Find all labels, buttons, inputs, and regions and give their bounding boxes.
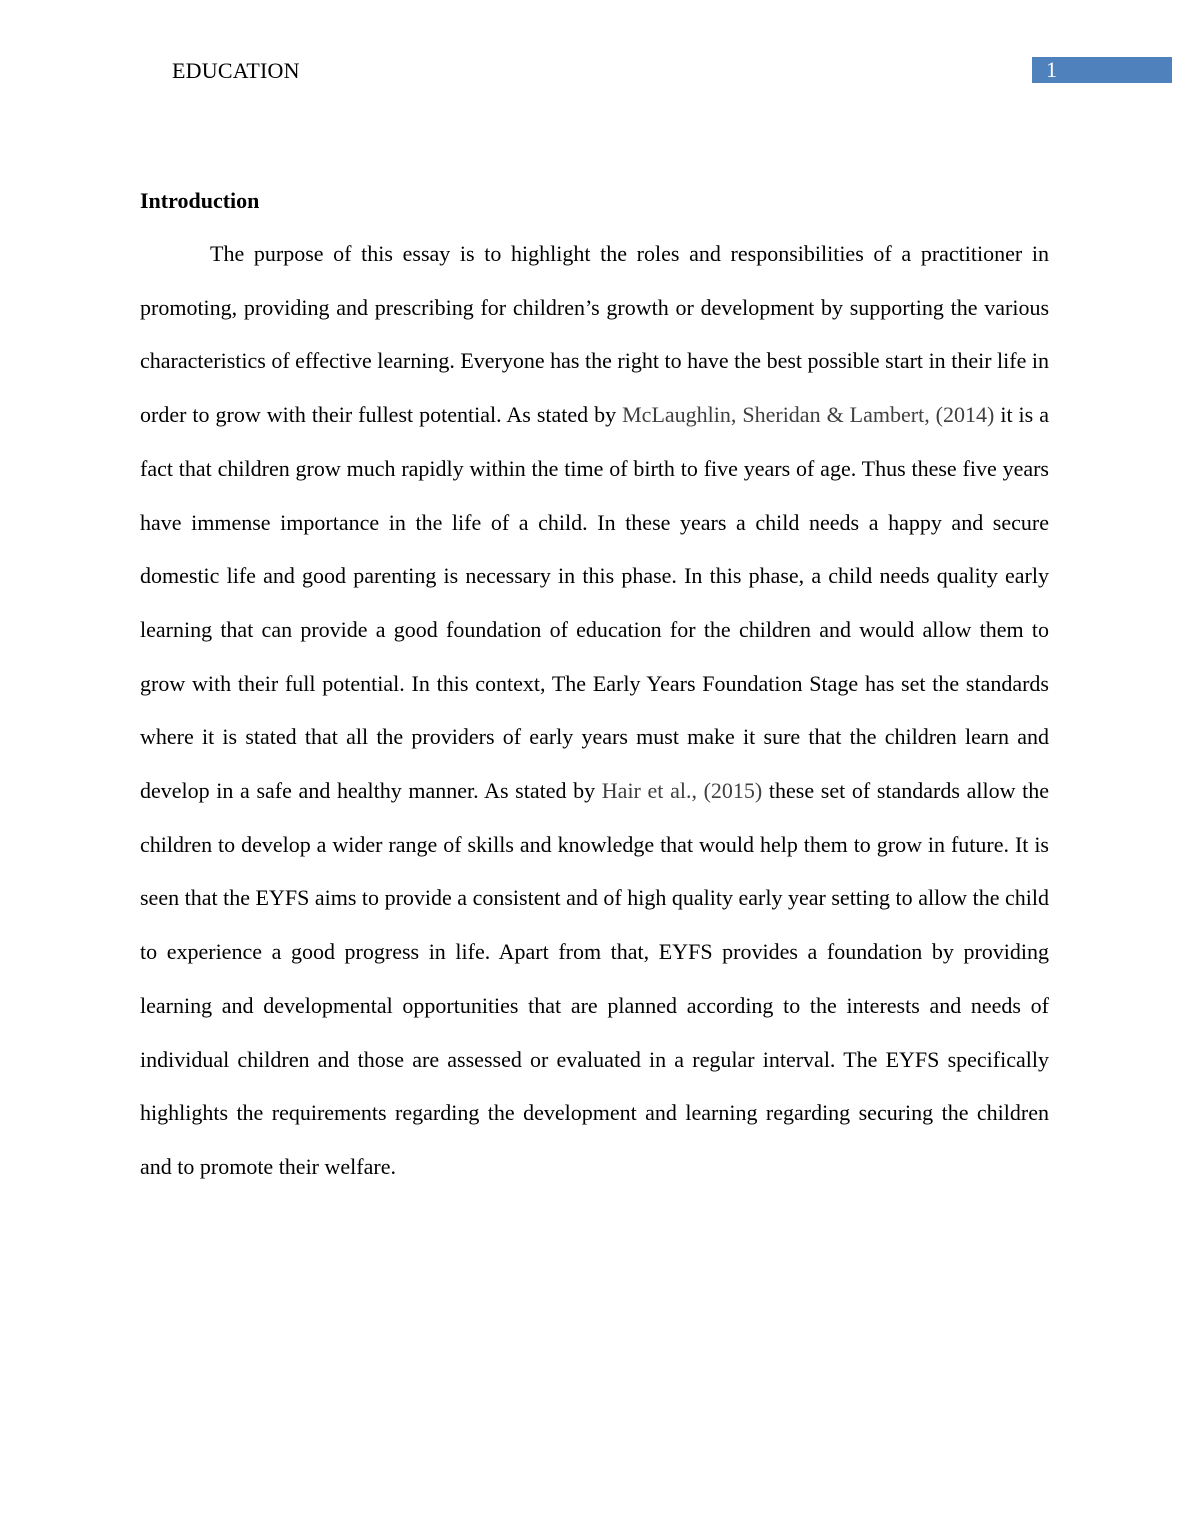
- citation-mclaughlin: McLaughlin, Sheridan & Lambert, (2014): [622, 402, 995, 428]
- paragraph-text-1: The purpose of this essay is to highlight the roles and responsibilities of a practitioner in promoting, providing and prescribing for children’s growth or development by supporting the various characteristics of effective learning. Everyone has the right to have the best possible start in their life in order to grow with their fullest potential. As stated by: [140, 241, 1049, 428]
- paragraph-text-2: it is a fact that children grow much rapidly within the time of birth to five years of age. Thus these five years have immense importance in the life of a child. In these years a child needs a happy and secure domestic life and good parenting is necessary in this phase. In this phase, a child needs quality early learning that can provide a good foundation of education for the children and would allow them to grow with their full potential. In this context, The Early Years Foundation Stage has set the standards where it is stated that all the providers of early years must make it sure that the children learn and develop in a safe and healthy manner. As stated by: [140, 402, 1049, 804]
- section-heading: Introduction: [140, 188, 260, 213]
- page-number: 1: [1046, 57, 1057, 82]
- page-number-box: [1032, 57, 1172, 83]
- running-header-title: EDUCATION: [172, 58, 300, 83]
- citation-hair: Hair et al., (2015): [601, 778, 763, 804]
- body-paragraph: [140, 227, 1049, 1194]
- paragraph-text-3: these set of standards allow the children to develop a wider range of skills and knowledge that would help them to grow in future. It is seen that the EYFS aims to provide a consistent and of high quality early year setting to allow the child to experience a good progress in life. Apart from that, EYFS provides a foundation by providing learning and developmental opportunities that are planned according to the interests and needs of individual children and those are assessed or evaluated in a regular interval. The EYFS specifically highlights the requirements regarding the development and learning regarding securing the children and to promote their welfare.: [140, 778, 1050, 1179]
